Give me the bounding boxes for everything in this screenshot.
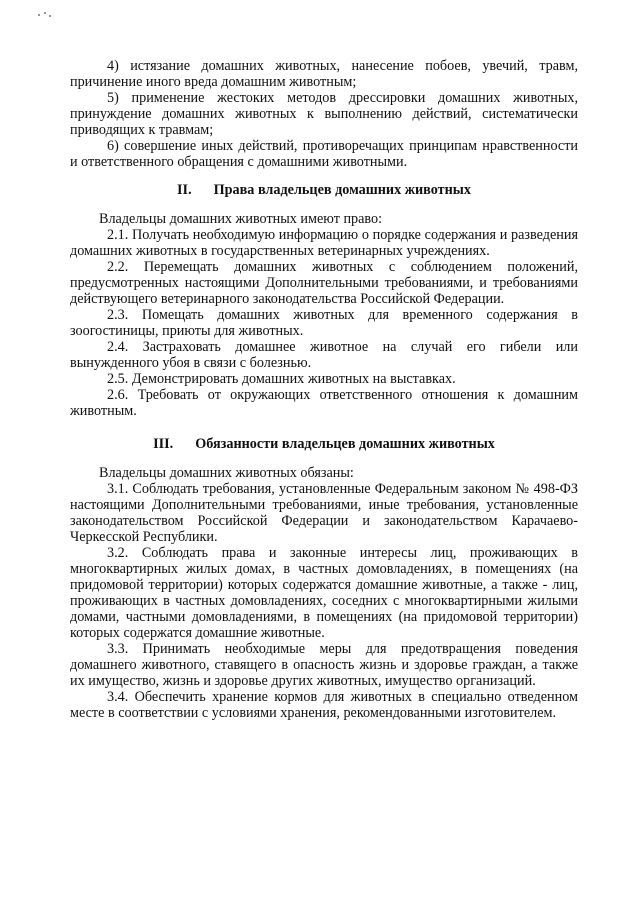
list-item: 3.1. Соблюдать требования, установленные Федеральным законом № 498-ФЗ настоящими Дополнительными требованиями, иные требования, установленные законодательством Российской Федерации и законодательством Карачаево-Черкесской Республики. — [70, 481, 578, 545]
list-item: 2.1. Получать необходимую информацию о порядке содержания и разведения домашних животных в государственных ветеринарных учреждениях. — [70, 227, 578, 259]
list-item: 2.2. Перемещать домашних животных с соблюдением положений, предусмотренных настоящими Дополнительными требованиями, и требованиями действующего ветеринарного законодательства Российской Федерации. — [70, 259, 578, 307]
section-intro: Владельцы домашних животных обязаны: — [99, 465, 354, 481]
section-heading — [70, 436, 578, 452]
section-heading — [70, 182, 578, 198]
section-title: Обязанности владельцев домашних животных — [195, 436, 495, 452]
list-item: 3.3. Принимать необходимые меры для предотвращения поведения домашнего животного, ставящего в опасность жизнь и здоровье граждан, а также их имущество, жизнь и здоровье других животных, имущество организаций. — [70, 641, 578, 689]
section-number: II. — [177, 182, 192, 198]
list-item: 3.4. Обеспечить хранение кормов для животных в специально отведенном месте в соответствии с условиями хранения, рекомендованными изготовителем. — [70, 689, 578, 721]
list-item: 2.5. Демонстрировать домашних животных на выставках. — [107, 371, 456, 387]
list-item: 4) истязание домашних животных, нанесение побоев, увечий, травм, причинение иного вреда домашним животным; — [70, 58, 578, 90]
section-intro: Владельцы домашних животных имеют право: — [99, 211, 383, 227]
scan-specks — [38, 12, 52, 18]
list-item: 2.4. Застраховать домашнее животное на случай его гибели или вынужденного убоя в связи с болезнью. — [70, 339, 578, 371]
list-item: 2.6. Требовать от окружающих ответственного отношения к домашним животным. — [70, 387, 578, 419]
list-item: 5) применение жестоких методов дрессировки домашних животных, принуждение домашних животных к выполнению действий, систематически приводящих к травмам; — [70, 90, 578, 138]
section-title: Права владельцев домашних животных — [213, 182, 471, 198]
list-item: 6) совершение иных действий, противоречащих принципам нравственности и ответственного обращения с домашними животными. — [70, 138, 578, 170]
list-item: 3.2. Соблюдать права и законные интересы лиц, проживающих в многоквартирных жилых домах, в частных домовладениях, в помещениях (на придомовой территории) которых содержатся домашние животные, а также - лиц, проживающих в частных домовладениях, соседних с многоквартирными жилыми домами, частными домовладениями, в помещениях (на придомовой территории) которых содержатся домашние животные. — [70, 545, 578, 641]
document-page — [70, 58, 578, 721]
section-number: III. — [153, 436, 174, 452]
list-item: 2.3. Помещать домашних животных для временного содержания в зоогостиницы, приюты для животных. — [70, 307, 578, 339]
